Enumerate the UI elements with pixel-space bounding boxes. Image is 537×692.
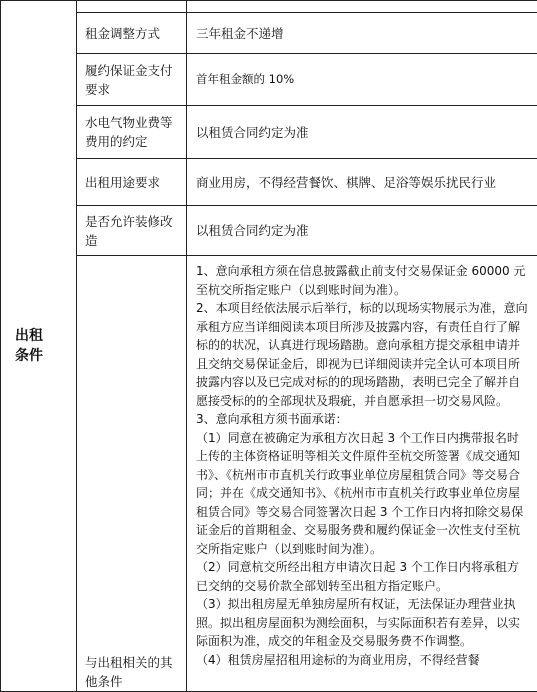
row-value-cell bbox=[187, 206, 537, 256]
row-label: 出租用途要求 bbox=[85, 175, 160, 190]
terms-cell bbox=[187, 256, 537, 692]
table-row bbox=[1, 1, 537, 13]
row-label-cell bbox=[77, 54, 187, 106]
row-label: 与出租相关的其他条件 bbox=[85, 655, 173, 689]
table-row bbox=[1, 159, 537, 206]
table-row bbox=[1, 13, 537, 54]
table-row bbox=[1, 54, 537, 106]
table-row bbox=[1, 106, 537, 159]
section-label-cell bbox=[1, 1, 77, 692]
row-value: 首年租金额的 10% bbox=[196, 72, 294, 86]
row-label-cell bbox=[77, 206, 187, 256]
terms-paragraph: （4）租赁房屋招租用途标的为商业用房，不得经营餐 bbox=[196, 651, 529, 670]
row-label: 履约保证金支付要求 bbox=[85, 63, 173, 97]
terms-paragraph: （1）同意在被确定为承租方次日起 3 个工作日内携带报名时上传的主体资格证明等相关文件原件至杭交所签署《成交通知书》、《杭州市市直机关行政事业单位房屋租赁合同》等交易合同；并在《成交通知书》、《杭州市市直机关行政事业单位房屋租赁合同》等交易合同签署次日起 3 个工作日内将扣除交易保证金后的首期租金、交易服务费和履约保证金一次性支付至杭交所指定账户（以到账时间为准）。 bbox=[196, 429, 529, 559]
terms-paragraph: 1、意向承租方须在信息披露截止前支付交易保证金 60000 元至杭交所指定账户（以到账时间为准）。 bbox=[196, 262, 529, 299]
row-value: 以租赁合同约定为准 bbox=[196, 125, 309, 140]
row-value-cell bbox=[187, 1, 537, 13]
row-value-cell bbox=[187, 13, 537, 54]
row-label-cell bbox=[77, 256, 187, 692]
terms-text bbox=[196, 262, 529, 691]
row-value: 以租赁合同约定为准 bbox=[196, 223, 309, 238]
row-value: 商业用房，不得经营餐饮、棋牌、足浴等娱乐扰民行业 bbox=[196, 175, 496, 190]
row-value-cell bbox=[187, 159, 537, 206]
row-label: 租金调整方式 bbox=[85, 26, 160, 41]
terms-paragraph: （2）同意杭交所经出租方申请次日起 3 个工作日内将承租方已交纳的交易价款全部划转至出租方指定账户。 bbox=[196, 558, 529, 595]
row-label-cell bbox=[77, 13, 187, 54]
row-value-cell bbox=[187, 106, 537, 159]
row-label-cell bbox=[77, 106, 187, 159]
terms-paragraph: 3、意向承租方须书面承诺： bbox=[196, 410, 529, 429]
row-value-cell bbox=[187, 54, 537, 106]
row-label-cell bbox=[77, 1, 187, 13]
table-row bbox=[1, 206, 537, 256]
row-label: 是否允许装修改造 bbox=[85, 214, 173, 248]
terms-paragraph: （3）拟出租房屋无单独房屋所有权证，无法保证办理营业执照。拟出租房屋面积为测绘面积，与实际面积若有差异，以实际面积为准，成交的年租金及交易服务费不作调整。 bbox=[196, 595, 529, 651]
row-value: 三年租金不递增 bbox=[196, 26, 284, 41]
table-row bbox=[1, 256, 537, 692]
terms-paragraph: 2、本项目经依法展示后举行，标的以现场实物展示为准，意向承租方应当详细阅读本项目所涉及披露内容，有责任自行了解标的的状况，认真进行现场踏勘。意向承租方提交承租申请并且交纳交易保证金后，即视为已详细阅读并完全认可本项目所披露内容以及已完成对标的的现场踏勘，表明已完全了解并自愿接受标的的全部现状及瑕疵，并自愿承担一切交易风险。 bbox=[196, 299, 529, 410]
section-label: 出租条件 bbox=[15, 328, 43, 364]
row-label-cell bbox=[77, 159, 187, 206]
row-label: 水电气物业费等费用的约定 bbox=[85, 115, 173, 149]
